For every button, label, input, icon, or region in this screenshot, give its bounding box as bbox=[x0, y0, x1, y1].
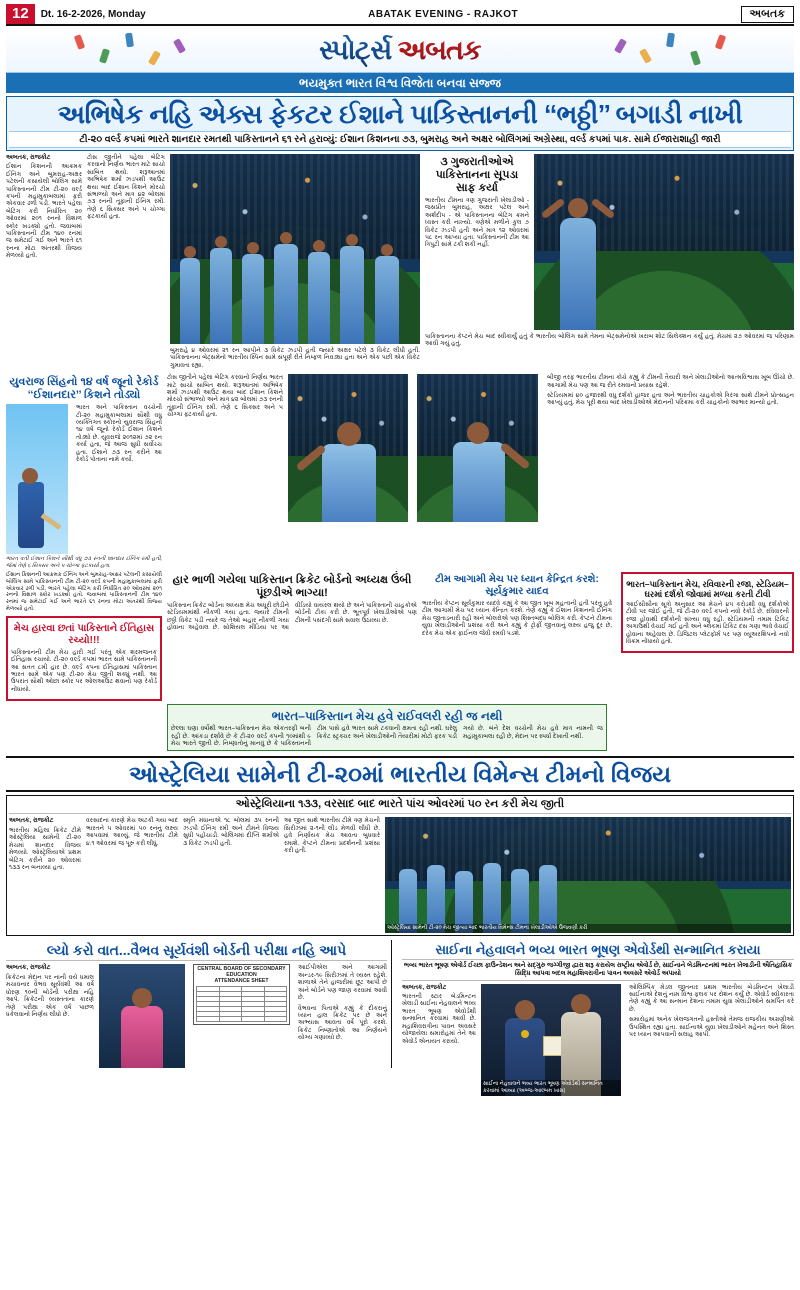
match-lost-body: પાકિસ્તાનની ટીમ મેચ હારી ગઈ પરંતુ એક શરમજનક ઈતિહાસ રચાયો. ટી-૨૦ વર્લ્ડ કપમાં ભારત સામે પાકિસ્તાનની આ સતત ૮મી હાર છે. વર્લ્ડ કપના ઈતિહાસમાં પાકિસ્તાન ભારત સામે એક પણ ટી-૨૦ મેચ જીતી શક્યું નથી. આ ઉપરાંત સૌથી ઓછા સ્કોર પર ઓલઆઉટ થવાનો પણ રેકોર્ડ નોંધાયો. bbox=[11, 648, 157, 693]
confetti-decor bbox=[173, 38, 186, 54]
player-figure bbox=[308, 252, 330, 344]
confetti-decor bbox=[715, 34, 726, 50]
women-photo-wrap bbox=[385, 817, 791, 933]
attendance-certificate bbox=[193, 964, 290, 1025]
lead-headline: અભિષેક નહિ એક્સ ફેકટર ઈશાને પાકિસ્તાનની ‘‘ભઠ્ઠી’’ બગાડી નાખી bbox=[57, 99, 743, 129]
not-rivalry-head: ભારત–પાકિસ્તાન મેચ હવે રાઈવલરી રહી જ નથી bbox=[271, 709, 503, 724]
byline: અબતક, રાજકોટ bbox=[9, 817, 54, 825]
lead-subhead: ટી-૨૦ વર્લ્ડ કપમાં ભારતે શાનદાર રમતથી પાકિસ્તાનને ૬૧ રને હરાવ્યું: ઈશાન કિશનના ૭૩, બુમરાહ અને અક્ષર બોલિંગમાં અગ્રેસ્થા, વર્લ્ડ કપમાં પાક. સામે ઈજારાશાહી જારી bbox=[9, 131, 791, 148]
player-figure bbox=[483, 863, 501, 933]
player-head bbox=[215, 236, 227, 248]
vaibhav-photo bbox=[99, 964, 185, 1068]
vaibhav-paragraph: વૈભવના પિતાએ કહ્યું કે દીકરાનું ધ્યાન હાલ ક્રિકેટ પર છે અને અભ્યાસ આવતા વર્ષે પૂરો કરશે. ક્રિકેટ નિષ્ણાતોએ આ નિર્ણયને યોગ્ય ગણાવ્યો છે. bbox=[298, 1004, 387, 1042]
next-match-head: ટીમ આગામી મેચ પર ધ્યાન કેન્દ્રિત કરશે: સૂર્યકુમાર યાદવ bbox=[435, 574, 599, 598]
right-col-paragraph: બીજી તરફ ભારતીય ટીમના કોચે કહ્યું કે ટીમની તૈયારી અને ખેલાડીઓનો આત્મવિશ્વાસ ખૂબ ઊંચો છે. આગામી મેચ પણ આ જ રીતે રમવાનો પ્રયાસ રહેશે. bbox=[547, 374, 794, 389]
match-lost-head: મેચ હારવા છતાં પાકિસ્તાને ઈતિહાસ રચ્યો!!! bbox=[13, 622, 155, 646]
player-head bbox=[132, 988, 152, 1008]
right-col-text bbox=[543, 374, 794, 569]
yuvraj-box-body: ભારત અને પાકિસ્તાન વચ્ચેની ટી-૨૦ મહામુકાબલામાં સૌથી વધુ વ્યક્તિગત સ્કોરનો યુવરાજ સિંહનો ૧૪ વર્ષ જૂનો રેકોર્ડ ઈશાન કિશને તોડ્યો છે. યુવરાજે ૨૦૧૨માં ૭૨ રન કર્યા હતા, જે આજ સુધી સર્વોચ્ચ હતા. ઈશાને ૭૩ રન કરીને આ રેકોર્ડ પોતાના નામે કર્યો. bbox=[76, 404, 162, 464]
confetti-decor bbox=[614, 38, 627, 54]
women-paragraph: આ જીત સાથે ભારતીય ટીમે ત્રણ મેચની સિરીઝમાં ૨-૧ની લીડ મેળવી લીધી છે. હવે નિર્ણાયક મેચ આવતા બુધવારે રમાશે. કેપ્ટને ટીમના પ્રદર્શનની પ્રશંસા કરી હતી. bbox=[284, 817, 380, 855]
spacer-left bbox=[6, 704, 162, 751]
dateline: Dt. 16-2-2026, Monday bbox=[40, 8, 146, 20]
edition-label: ABATAK EVENING - RAJKOT bbox=[368, 8, 519, 20]
arshdeep-photo bbox=[417, 374, 538, 522]
player-head bbox=[184, 246, 196, 258]
sports-logo-text bbox=[319, 35, 481, 67]
player-head bbox=[247, 242, 259, 254]
byline: અબતક, રાજકોટ bbox=[6, 964, 51, 972]
women-banner-sub: ઓસ્ટ્રેલિયાના ૧૩૩, વરસાદ બાદ ભારતે પાંચ ઓવરમાં ૫૦ રન કરી મેચ જીતી bbox=[9, 798, 791, 814]
sunday-box-head: ભારત–પાકિસ્તાન મેચ, રવિવારની રજા, સ્ટેડિયમ–ઘરમાં દર્શકો જોવામાં મળ્યા કરતી ટીવી bbox=[626, 579, 789, 600]
lead-col-2 bbox=[87, 154, 165, 372]
player-figure bbox=[210, 248, 232, 344]
next-match-box bbox=[422, 572, 612, 640]
vaibhav-certificate-wrap bbox=[190, 964, 290, 1068]
logo-main-text: સ્પોર્ટ્સ bbox=[319, 34, 398, 65]
lead-body-grid bbox=[6, 154, 794, 372]
match-lost-box bbox=[6, 572, 162, 701]
not-rivalry-box bbox=[167, 704, 607, 751]
sunday-box-body: આઈસીસીના સૂત્રો અનુસાર આ મેચને ૪૫ કરોડથી વધુ દર્શકોએ ટીવી પર જોઈ હતી, જે ટી-૨૦ વર્લ્ડ કપનો નવો રેકોર્ડ છે. રવિવારની રજા હોવાથી દર્શકોની સંખ્યા વધુ રહી. સ્ટેડિયમની તમામ ટિકિટ અગાઉથી વેચાઈ ગઈ હતી અને બ્લેકમાં ટિકિટ દસ ગણા ભાવે વેચાઈ હોવાના અહેવાલ છે. ડિજિટલ પ્લેટફોર્મ પર પણ વ્યૂઅરશિપનો નવો વિક્રમ નોંધાયો હતો. bbox=[626, 601, 789, 646]
yuvraj-box-head: યુવરાજ સિંહનો ૧૪ વર્ષ જૂનો રેકોર્ડ ‘‘ઈશાનદાર’’ કિશને તોડ્યો bbox=[9, 376, 159, 402]
sunday-box bbox=[617, 572, 794, 653]
byline: અબતક, રાજકોટ bbox=[402, 983, 447, 991]
player-figure bbox=[539, 865, 557, 933]
certificate-table bbox=[196, 986, 287, 1022]
crowd-background bbox=[170, 154, 420, 259]
player-figure bbox=[180, 258, 200, 344]
secondary-band bbox=[6, 374, 794, 569]
women-block bbox=[6, 795, 794, 936]
ishan-batting-photo bbox=[6, 404, 68, 554]
team-celebration-photo bbox=[170, 154, 420, 344]
lead-paragraph: ઈશાન કિશનની આક્રમક ઈનિંગ અને બુમરાહ-અક્ષર પટેલની કસાયેલી બોલિંગ સામે પાકિસ્તાનની ટીમ ટી-૨૦ વર્લ્ડ કપની મહામુકાબલામાં ફરી એકવાર ઢળી પડી. ભારતે પહેલા બેટિંગ કરી નિર્ધારિત ૨૦ ઓવરમાં ૨૦૧ રનનો વિશાળ સ્કોર ખડક્યો હતો. જવાબમાં પાકિસ્તાનની ટીમ ૧૪૦ રનમાં જ સમેટાઈ ગઈ અને ભારતે ૬૧ રનના મોટા અંતરથી વિજય મેળવ્યો હતો. bbox=[6, 163, 82, 260]
gujarati-box bbox=[425, 154, 529, 330]
presenter-head bbox=[571, 994, 591, 1014]
bowler-head bbox=[568, 198, 588, 218]
not-rivalry-band bbox=[6, 704, 794, 751]
player-body bbox=[453, 442, 505, 522]
lead-col-4 bbox=[425, 154, 794, 372]
saina-head-shape bbox=[515, 1000, 535, 1020]
vaibhav-paragraph: ક્રિકેટના મેદાન પર નાની વયે ધમાલ મચાવનાર વૈભવ સૂર્યવંશી આ વર્ષે ધોરણ ૧૦ની બોર્ડની પરીક્ષા નહિ આપે. ક્રિકેટની વ્યસ્તતાના કારણે તેણે પરીક્ષા એક વર્ષ પાછળ ધકેલવાનો નિર્ણય લીધો છે. bbox=[6, 973, 94, 1018]
player-figure bbox=[242, 254, 264, 344]
boxes-band bbox=[6, 572, 794, 701]
not-rivalry-body: છેલ્લા ઘણા વર્ષોથી ભારત–પાકિસ્તાન મેચ એકતરફી બની રહી છે. આંકડા દર્શાવે છે કે ટી-૨૦ વર્લ્ડ કપની ૧૦માંથી ૯ મેચ ભારતે જીતી છે. નિષ્ણાતોનું માનવું છે કે પાકિસ્તાનની ટીમ પાસે હવે ભારત સામે ટકવાની ક્ષમતા રહી નથી. ઘરેલુ ક્રિકેટ સ્ટ્રક્ચર અને ખેલાડીઓની તૈયારીમાં મોટો ફરક પડી ગયો છે. બંને દેશ વચ્ચેની મેચ હવે માત્ર નામની જ મહામુકાબલા રહી છે, મેદાન પર સ્પર્ધા દેખાતી નથી. bbox=[171, 725, 603, 748]
player-body bbox=[322, 444, 376, 522]
women-banner-title: ઓસ્ટ્રેલિયા સામેની ટી-૨૦માં ભારતીય વિમેન્સ ટીમનો વિજય bbox=[128, 761, 672, 788]
lead-col-1 bbox=[6, 154, 82, 372]
tagline-band: ભયમુક્ત ભારત વિશ્વ વિજેતા બનવા સજ્જ bbox=[6, 73, 794, 93]
women-col-4 bbox=[284, 817, 380, 933]
byline: અબતક, રાજકોટ bbox=[6, 154, 51, 161]
photo-caption: ભારત વતી ઈશાન કિશને સૌથી વધુ ૭૩ રનની શાનદાર ઈનિંગ રમી હતી, જેમાં તેણે ૬ સિક્સર અને ૫ ચોગ્ગા ફટકાર્યા હતા. bbox=[6, 556, 162, 569]
yuvraj-box bbox=[6, 374, 162, 569]
confetti-decor bbox=[690, 50, 701, 65]
player-figure bbox=[427, 865, 445, 933]
confetti-decor bbox=[666, 33, 675, 48]
sports-logo-band bbox=[6, 29, 794, 73]
batsman-body bbox=[18, 482, 44, 548]
bowler-figure bbox=[560, 218, 596, 330]
lead-headline-block bbox=[6, 96, 794, 151]
lead-paragraph: ટોસ જીતીને પહેલા બેટિંગ કરવાનો નિર્ણય ભારત માટે સાચો સાબિત થયો. શરૂઆતમાં અભિષેક શર્મા ઝડપથી આઉટ થયા બાદ ઈશાન કિશને મોરચો સંભાળ્યો અને માત્ર ૪૨ બોલમાં ૭૩ રનની તૂફાની ઈનિંગ રમી. તેણે ૬ સિક્સર અને ૫ ચોગ્ગા ફટકાર્યા હતા. bbox=[167, 374, 283, 419]
saina-paragraph: ભારતની સ્ટાર બેડમિન્ટન ખેલાડી સાઈના નેહવાલને ભવ્ય ભારત ભૂષણ એવોર્ડથી સન્માનિત કરવામાં આવી છે. મહાશિવરાત્રીના પાવન અવસરે યોજાયેલા સમારોહમાં તેને આ એવોર્ડ એનાયત કરાયો. bbox=[402, 993, 476, 1045]
bottom-band bbox=[6, 940, 794, 1095]
vaibhav-col-1 bbox=[6, 964, 94, 1068]
next-match-body: ભારતીય કેપ્ટન સૂર્યકુમાર યાદવે કહ્યું કે આ જીત ખૂબ મહત્વની હતી પરંતુ હવે ટીમ આગામી મેચ પર ધ્યાન કેન્દ્રિત કરશે. તેણે કહ્યું કે ઈશાન કિશનની ઈનિંગ મેચ જીતાડનારી રહી અને બોલરોએ પણ શિસ્તબદ્ધ બોલિંગ કરી. કેપ્ટને ટીમના યુવા ખેલાડીઓની પ્રશંસા કરી અને કહ્યું કે ટ્રોફી જીતવાનું લક્ષ્ય હજુ દૂર છે, દરેક મેચ એક ફાઈનલ જેવી રમવી પડશે. bbox=[422, 600, 612, 637]
match-lost-box-inner bbox=[6, 616, 162, 701]
vaibhav-photo-wrap bbox=[99, 964, 185, 1068]
saina-paragraph: સમારોહમાં અનેક ખેલજગતની હસ્તીઓ તેમજ રાજકીય અગ્રણીઓ ઉપસ્થિત રહ્યા હતા. સાઈનાએ યુવા ખેલાડીઓને મહેનત અને શિસ્ત પર ધ્યાન આપવાની સલાહ આપી. bbox=[629, 1016, 794, 1039]
saina-head: સાઈના નેહવાલને ભવ્ય ભારત ભૂષણ એવોર્ડથી સન્માનિત કરાયા bbox=[435, 942, 761, 958]
page-number: 12 bbox=[6, 4, 35, 24]
board-pundits-body: પાકિસ્તાન ક્રિકેટ બોર્ડના અધ્યક્ષ મેચ અધૂરી છોડીને સ્ટેડિયમમાંથી નીકળી ગયા હતા. જ્યારે ટીમની છઠ્ઠી વિકેટ પડી ત્યારે જ તેઓ બહાર નીકળી ગયા હોવાના અહેવાલ છે. સોશિયલ મીડિયા પર આ વીડિયો વાયરલ થયો છે અને પાકિસ્તાની ચાહકોએ બોર્ડની ટીકા કરી છે. ભૂતપૂર્વ ખેલાડીઓએ પણ ટીમની પસંદગી સામે સવાલ ઉઠાવ્યા છે. bbox=[167, 602, 417, 632]
women-col-1 bbox=[9, 817, 81, 933]
player-figure bbox=[340, 246, 364, 344]
certificate-title: CENTRAL BOARD OF SECONDARY EDUCATION bbox=[197, 966, 286, 979]
right-col-paragraph: સ્ટેડિયમમાં ૪૦ હજારથી વધુ દર્શકો હાજર હતા અને ભારતીય ચાહકોએ ત્રિરંગા સાથે ટીમને પ્રોત્સાહન આપ્યું હતું. મેચ પૂરી થયા બાદ ખેલાડીઓએ મેદાનની પરિક્રમા કરી ચાહકોનો આભાર માન્યો હતો. bbox=[547, 392, 794, 407]
saina-story bbox=[397, 940, 794, 1095]
lead-paragraph: ઈશાન કિશનની આક્રમક ઈનિંગ અને બુમરાહ-અક્ષર પટેલની કસાયેલી બોલિંગ સામે પાકિસ્તાનની ટીમ ટી-૨૦ વર્લ્ડ કપની મહામુકાબલામાં ફરી એકવાર ઢળી પડી. ભારતે પહેલા બેટિંગ કરી નિર્ધારિત ૨૦ ઓવરમાં ૨૦૧ રનનો વિશાળ સ્કોર ખડક્યો હતો. જવાબમાં પાકિસ્તાનની ટીમ ૧૪૦ રનમાં જ સમેટાઈ ગઈ અને ભારતે ૬૧ રનના મોટા અંતરથી વિજય મેળવ્યો હતો. bbox=[6, 572, 162, 613]
confetti-decor bbox=[125, 33, 134, 48]
player-head bbox=[346, 234, 358, 246]
crowd-background bbox=[385, 817, 791, 881]
masthead-topbar bbox=[6, 4, 794, 26]
sunday-box-inner bbox=[621, 572, 794, 653]
lead-col-3 bbox=[170, 154, 420, 372]
right-col-paragraph: પાકિસ્તાનના કેપ્ટને મેચ બાદ સ્વીકાર્યું હતું કે ભારતીય બોલિંગ સામે તેમના બેટ્સમેનોએ ખરાબ શોટ સિલેક્શન કર્યું હતું. મેચમાં ૨૭ ઓવરમાં જ પરિણામ આવી ગયું હતું. bbox=[425, 333, 794, 348]
player-body bbox=[121, 1006, 163, 1068]
confetti-decor bbox=[148, 50, 161, 66]
women-banner bbox=[6, 756, 794, 792]
player-head bbox=[467, 422, 489, 444]
women-col-3 bbox=[183, 817, 279, 933]
saina-col-2 bbox=[626, 984, 794, 1096]
gujarati-box-body: ભારતીય ટીમના ત્રણ ગુજરાતી ખેલાડીઓ - જસપ્રીત બુમરાહ, અક્ષર પટેલ અને અર્શદીપ - એ પાકિસ્તાનના બેટિંગ ક્રમને ધ્વસ્ત કરી નાખ્યો. ત્રણેએ મળીને કુલ ૭ વિકેટ ઝડપી હતી અને માત્ર ૧૨ ઓવરમાં ૫૮ રન આપ્યા હતા. પાકિસ્તાનની ટીમ આ ત્રિપુટી સામે ટકી શકી નહીં. bbox=[425, 197, 529, 249]
lead-paragraph: ટોસ જીતીને પહેલા બેટિંગ કરવાનો નિર્ણય ભારત માટે સાચો સાબિત થયો. શરૂઆતમાં અભિષેક શર્મા ઝડપથી આઉટ થયા બાદ ઈશાન કિશને મોરચો સંભાળ્યો અને માત્ર ૪૨ બોલમાં ૭૩ રનની તૂફાની ઈનિંગ રમી. તેણે ૬ સિક્સર અને ૫ ચોગ્ગા ફટકાર્યા હતા. bbox=[87, 154, 165, 221]
gujarati-box-head: ૩ ગુજરાતીઓએ પાકિસ્તાનના સૂપડા સાફ કર્યા bbox=[435, 156, 519, 194]
vaibhav-head: લ્યો કરો વાત...વૈભવ સૂર્યવંશી બોર્ડની પરીક્ષા નહિ આપે bbox=[6, 942, 387, 961]
lead-paragraph: બુમરાહે ૪ ઓવરમાં ૨૧ રન આપીને ૩ વિકેટ ઝડપી હતી જ્યારે અક્ષર પટેલે ૩ વિકેટ લીધી હતી. પાકિસ્તાનના બેટ્સમેનો ભારતીય સ્પિન સામે સંપૂર્ણ રીતે નિષ્ફળ નિવડ્યા હતા અને એક પછી એક વિકેટ ગુમાવતા રહ્યા. bbox=[170, 347, 420, 369]
confetti-decor bbox=[74, 34, 85, 50]
women-paragraph: વરસાદના કારણે મેચ અટકી ગયા બાદ ભારતને ૫ ઓવરમાં ૫૦ રનનું લક્ષ્ય આપવામાં આવ્યું, જે ભારતીય ટીમે ૪.૧ ઓવરમાં જ પૂરું કરી લીધું. bbox=[86, 817, 178, 847]
rishabh-pant-photo bbox=[288, 374, 408, 522]
player-head bbox=[381, 244, 393, 256]
vaibhav-story bbox=[6, 940, 392, 1068]
certificate-subtitle: ATTENDANCE SHEET bbox=[214, 977, 269, 984]
saina-col-1 bbox=[402, 984, 476, 1096]
player-head bbox=[280, 232, 292, 244]
vaibhav-paragraph: આઈપીએલ અને આગામી અન્ડર-૧૯ સિરીઝમાં તે વ્યસ્ત રહેશે. શાળાએ તેને હાજરીમાં છૂટ આપી છે અને બોર્ડને પણ જાણ કરવામાં આવી છે. bbox=[298, 964, 387, 1002]
spacer-right bbox=[612, 704, 794, 751]
saina-paragraph: ઓલિમ્પિક મેડલ જીતનાર પ્રથમ ભારતીય બેડમિન્ટન ખેલાડી સાઈનાએ દેશનું નામ વિશ્વ ફલક પર રોશન કર્યું છે. એવોર્ડ સ્વીકારતા તેણે કહ્યું કે આ સન્માન દેશના તમામ યુવા ખેલાડીઓને સમર્પિત કરે છે. bbox=[629, 983, 794, 1013]
player-figure bbox=[375, 256, 399, 344]
photo-caption: સાઈના નેહવાલને ભવ્ય ભારત ભૂષણ એવોર્ડથી સન્માનિત કરવામાં આવ્યા (અબ્જ-આલ્બમ ખાસ) bbox=[481, 1080, 621, 1096]
confetti-decor bbox=[639, 48, 652, 64]
saina-award-photo bbox=[481, 984, 621, 1096]
saina-sub: ભવ્ય ભારત ભૂષણ એવોર્ડ ઈચ્છા ફાઉન્ડેશન અને સદ્ગુરુ જગ્ગીજી દ્વારા શરૂ કરાયેલ રાષ્ટ્રીય એવોર્ડ છે, સાઈનાને બેડમિન્ટનમાં ભારત ખેલાડીની ઐતિહાસિક સિદ્ધિ આપવા બદલ મહાશિવરાત્રીના પાવન અવસરે એવોર્ડ અપાયો bbox=[402, 959, 794, 980]
women-team-photo bbox=[385, 817, 791, 933]
player-head bbox=[313, 240, 325, 252]
board-pundits-box bbox=[167, 572, 417, 632]
medal-icon bbox=[521, 1030, 529, 1038]
brand-logo: અબતક bbox=[741, 6, 795, 23]
vaibhav-col-2 bbox=[295, 964, 387, 1068]
women-col-2 bbox=[86, 817, 178, 933]
rishabh-arshdeep-photos bbox=[288, 374, 538, 569]
saina-photo-wrap bbox=[481, 984, 621, 1096]
bumrah-photo bbox=[534, 154, 794, 330]
confetti-decor bbox=[99, 48, 110, 63]
women-paragraph: ભારતીય મહિલા ક્રિકેટ ટીમે ઓસ્ટ્રેલિયા સામેની ટી-૨૦ મેચમાં શાનદાર વિજય મેળવ્યો. ઓસ્ટ્રેલિયાએ પ્રથમ બેટિંગ કરીને ૨૦ ઓવરમાં ૧૩૩ રન બનાવ્યા હતા. bbox=[9, 826, 81, 871]
logo-accent-text: અબતક bbox=[397, 34, 481, 65]
player-figure bbox=[274, 244, 298, 344]
women-paragraph: સ્મૃતિ મંધાનાએ ૧૮ બોલમાં ૩૫ રનની ઝડપી ઈનિંગ રમી અને ટીમને વિજય સુધી પહોંચાડી. બોલિંગમાં દીપ્તિ શર્માએ ૩ વિકેટ ઝડપી હતી. bbox=[183, 817, 279, 847]
photo-caption: ઓસ્ટ્રેલિયા સામેની ટી-૨૦ મેચ જીત્યા બાદ ભારતીય વિમેન્સ ટીમના ખેલાડીઓએ ઉજવણી કરી bbox=[385, 924, 791, 933]
lead-col-extra-1 bbox=[167, 374, 283, 569]
board-pundits-head: હાર ભાળી ગયેલા પાકિસ્તાન ક્રિકેટ બોર્ડનો અધ્યક્ષ ઉંબી પૂંછડીએ ભાગ્યા! bbox=[172, 574, 412, 600]
